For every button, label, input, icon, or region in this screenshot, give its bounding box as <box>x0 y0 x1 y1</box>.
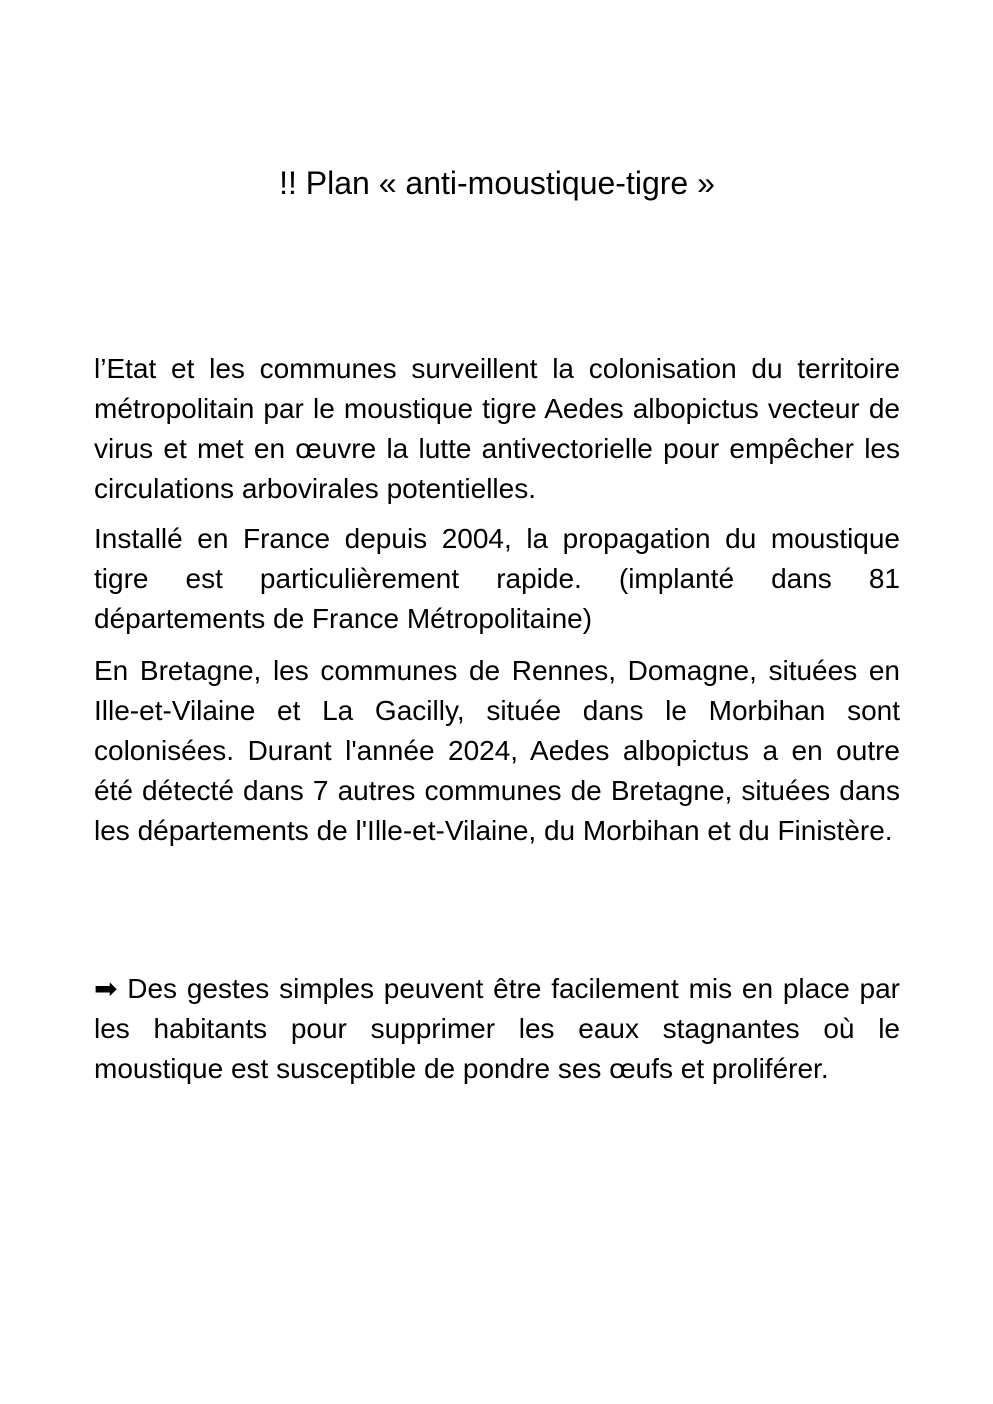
paragraph-bretagne: En Bretagne, les communes de Rennes, Domagne, situées en Ille-et-Vilaine et La Gacilly, située dans le Morbihan sont colonisées. Durant l'année 2024, Aedes albopictus a en outre été détecté dans 7 autres communes de Bretagne, situées dans les départements de l'Ille-et-Vilaine, du Morbihan et du Finistère. <box>94 655 900 846</box>
right-arrow-icon: ➡ <box>94 972 118 1005</box>
paragraph-propagation: Installé en France depuis 2004, la propagation du moustique tigre est particulièrement rapide. (implanté dans 81 départements de France Métropolitaine) <box>94 523 900 634</box>
paragraph-gestes <box>94 969 900 1089</box>
paragraph-surveillance: l’Etat et les communes surveillent la colonisation du territoire métropolitain par le moustique tigre Aedes albopictus vecteur de virus et met en œuvre la lutte antivectorielle pour empêcher les circulations arbovirales potentielles. <box>94 353 900 504</box>
page-title: !! Plan « anti-moustique-tigre » <box>279 165 715 201</box>
paragraph-gestes-text: Des gestes simples peuvent être facilement mis en place par les habitants pour supprimer les eaux stagnantes où le moustique est susceptible de pondre ses œufs et proliférer. <box>94 973 901 1084</box>
